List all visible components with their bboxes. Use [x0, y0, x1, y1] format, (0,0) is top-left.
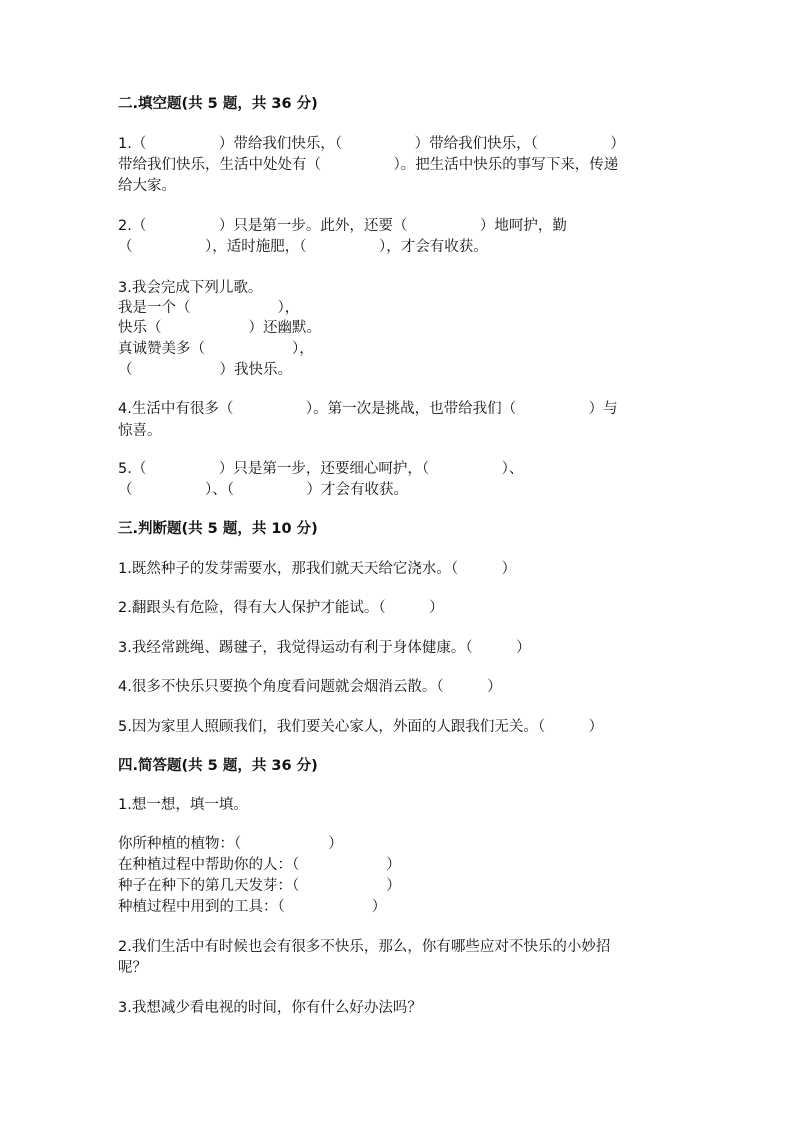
answer-q2-line2: 呢？	[118, 960, 147, 976]
answer-q1-line5: 种植过程中用到的工具：（ ）	[118, 899, 387, 915]
answer-q2-line1: 2.我们生活中有时候也会有很多不快乐，那么，你有哪些应对不快乐的小妙招	[118, 939, 611, 955]
judge-q2: 2.翻跟头有危险，得有大人保护才能试。（ ）	[118, 600, 444, 616]
fill-q1-line1: 1.（ ）带给我们快乐，（ ）带给我们快乐，（ ）	[118, 136, 625, 152]
answer-q1-line2: 你所种植的植物：（ ）	[118, 836, 343, 852]
fill-q1-line3: 给大家。	[118, 178, 176, 194]
section-title-judge: 三.判断题(共 5 题，共 10 分)	[118, 521, 318, 537]
answer-q1-line1: 1.想一想，填一填。	[118, 797, 248, 813]
judge-q1: 1.既然种子的发芽需要水，那我们就天天给它浇水。（ ）	[118, 561, 517, 577]
judge-q5: 5.因为家里人照顾我们，我们要关心家人，外面的人跟我们无关。（ ）	[118, 719, 604, 735]
judge-q3: 3.我经常跳绳、踢毽子，我觉得运动有利于身体健康。（ ）	[118, 640, 531, 656]
fill-q2-line2: （ ），适时施肥，（ ），才会有收获。	[118, 239, 488, 255]
fill-q1-line2: 带给我们快乐，生活中处处有（ ）。把生活中快乐的事写下来，传递	[118, 157, 619, 173]
answer-q1-line3: 在种植过程中帮助你的人：（ ）	[118, 857, 401, 873]
fill-q3-line3: 快乐（ ）还幽默。	[118, 320, 321, 336]
section-title-fill-blank: 二.填空题(共 5 题，共 36 分)	[118, 96, 318, 112]
fill-q5-line1: 5.（ ）只是第一步，还要细心呵护，（ ）、	[118, 461, 524, 477]
fill-q4-line1: 4.生活中有很多（ ）。第一次是挑战，也带给我们（ ）与	[118, 401, 618, 417]
fill-q3-line1: 3.我会完成下列儿歌。	[118, 280, 263, 296]
fill-q4-line2: 惊喜。	[118, 423, 162, 439]
judge-q4: 4.很多不快乐只要换个角度看问题就会烟消云散。（ ）	[118, 679, 502, 695]
section-title-short-answer: 四.简答题(共 5 题，共 36 分)	[118, 758, 318, 774]
fill-q3-line4: 真诚赞美多（ ），	[118, 341, 314, 357]
answer-q1-line4: 种子在种下的第几天发芽：（ ）	[118, 878, 401, 894]
fill-q3-line5: （ ）我快乐。	[118, 362, 292, 378]
fill-q3-line2: 我是一个（ ），	[118, 300, 300, 316]
fill-q2-line1: 2.（ ）只是第一步。此外，还要（ ）地呵护，勤	[118, 218, 567, 234]
fill-q5-line2: （ ）、（ ）才会有收获。	[118, 482, 408, 498]
answer-q3: 3.我想减少看电视的时间，你有什么好办法吗？	[118, 1000, 422, 1016]
